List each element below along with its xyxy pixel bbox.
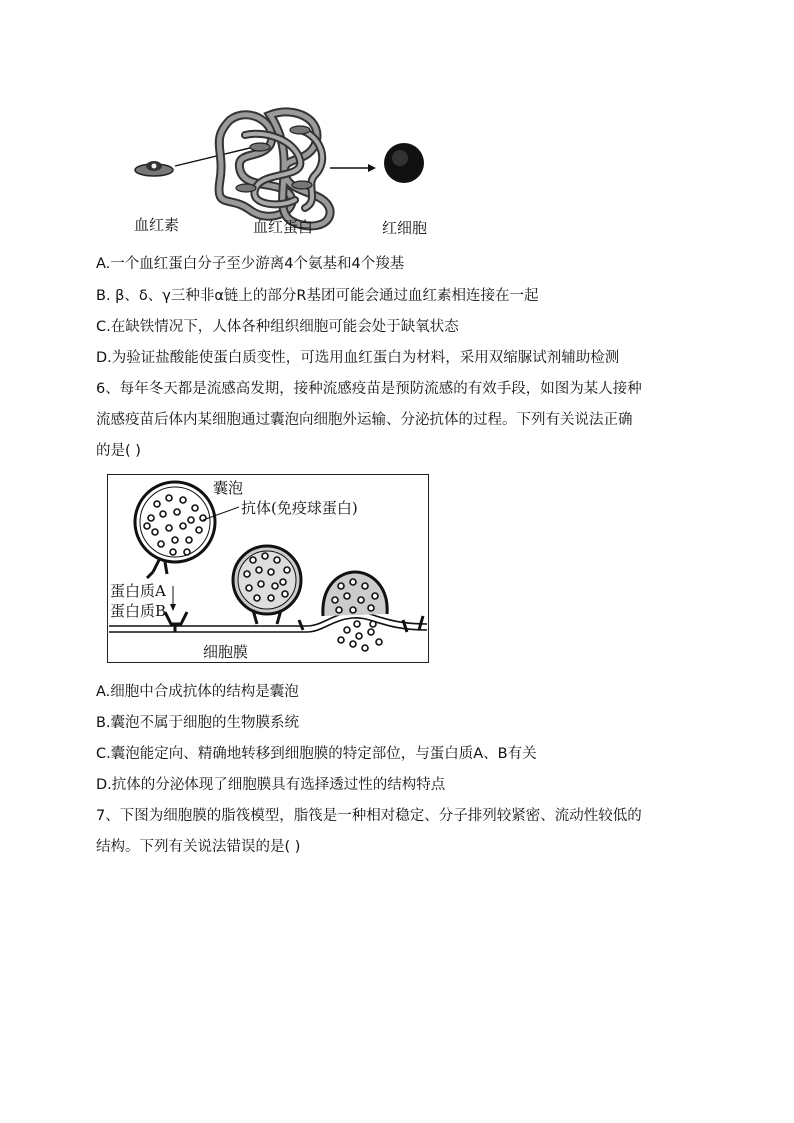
q6-option-d: D.抗体的分泌体现了细胞膜具有选择透过性的结构特点: [96, 777, 446, 793]
q6-stem-line1: 6、每年冬天都是流感高发期，接种流感疫苗是预防流感的有效手段，如图为某人接种: [96, 381, 642, 397]
q5-option-b: B. β、δ、γ三种非α链上的部分R基团可能会通过血红素相连接在一起: [96, 288, 539, 304]
hemoglobin-icon: [219, 112, 330, 226]
heme-label: 血红素: [134, 216, 180, 234]
q7-stem-line1: 7、下图为细胞膜的脂筏模型，脂筏是一种相对稳定、分子排列较紧密、流动性较低的: [96, 808, 642, 824]
q6-stem-line3: 的是( ): [96, 443, 141, 459]
vesicle-label: 囊泡: [213, 479, 244, 497]
rbc-label: 红细胞: [382, 219, 428, 237]
q5-option-d: D.为验证盐酸能使蛋白质变性，可选用血红蛋白为材料，采用双缩脲试剂辅助检测: [96, 350, 620, 366]
hemoglobin-label: 血红蛋白: [253, 218, 314, 236]
hemoglobin-arrow: [330, 164, 376, 172]
q6-stem-line2: 流感疫苗后体内某细胞通过囊泡向细胞外运输、分泌抗体的过程。下列有关说法正确: [96, 412, 633, 428]
heme-icon: [135, 161, 173, 176]
hemoglobin-figure: [120, 100, 450, 245]
red-blood-cell-icon: [384, 143, 424, 183]
q5-option-a: A.一个血红蛋白分子至少游离4个氨基和4个羧基: [96, 256, 405, 272]
protein-a-label: 蛋白质A: [110, 582, 166, 600]
membrane-label: 细胞膜: [203, 643, 249, 661]
antibody-label: 抗体(免疫球蛋白): [241, 499, 358, 517]
q7-stem-line2: 结构。下列有关说法错误的是( ): [96, 839, 301, 855]
protein-b-label: 蛋白质B: [110, 602, 167, 620]
q6-option-a: A.细胞中合成抗体的结构是囊泡: [96, 684, 299, 700]
vesicle-secretion-figure: [107, 474, 429, 664]
q6-option-c: C.囊泡能定向、精确地转移到细胞膜的特定部位，与蛋白质A、B有关: [96, 746, 537, 762]
q5-option-c: C.在缺铁情况下，人体各种组织细胞可能会处于缺氧状态: [96, 319, 459, 335]
q6-option-b: B.囊泡不属于细胞的生物膜系统: [96, 715, 300, 731]
